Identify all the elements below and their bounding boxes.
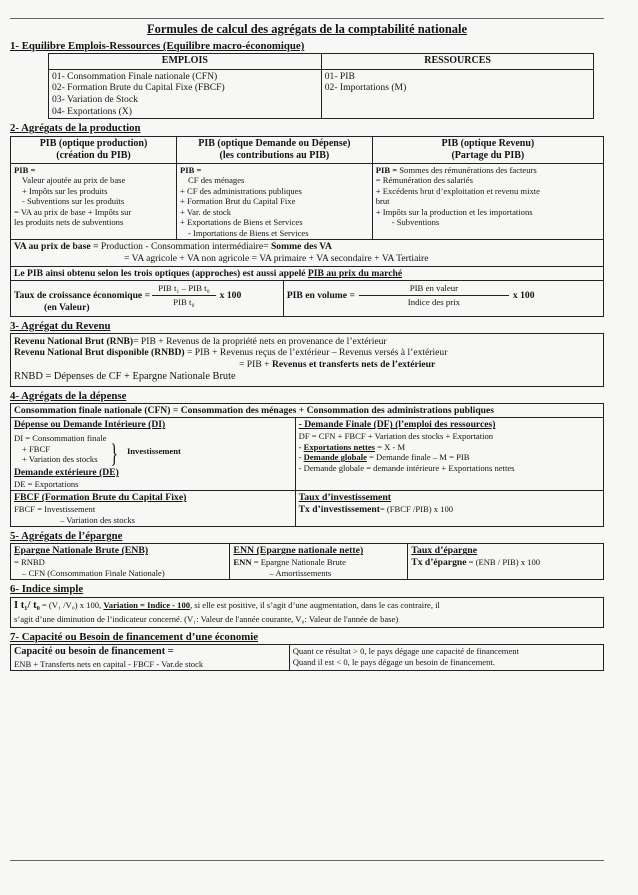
rnb-line [14, 336, 600, 348]
variation-label: Variation = Indice - 100 [103, 599, 191, 610]
dg-label: Demande globale [303, 452, 367, 463]
formula-line [376, 165, 600, 175]
section-1-heading: 1- Equilibre Emplois-Ressources (Equilibre macro-économique) [10, 40, 305, 53]
rnbd2-prefix: = PIB + [239, 359, 270, 371]
di-lines [14, 433, 106, 464]
growth-cell [11, 281, 604, 316]
de-title: Demande extérieure (DE) [14, 467, 119, 479]
formula-line: + Variation des stocks [22, 454, 98, 465]
emplois-header: EMPLOIS [49, 54, 322, 69]
capacite-result-line: Quant ce résultat > 0, le pays dégage une capacité de financement [292, 646, 519, 657]
formula-line: + Impôts sur la production et les importations [375, 206, 533, 217]
formula-line: Valeur ajoutée au prix de base [22, 175, 126, 186]
formula-line: DF = CFN + FBCF + Variation des stocks + Exportation [298, 431, 494, 442]
formula-line: = VA au prix de base + Impôts sur [14, 206, 132, 217]
capacite-result-line: Quand il est < 0, le pays dégage un besoin de financement. [292, 656, 495, 667]
formula-line: - Subventions [391, 217, 440, 228]
pib-optiques-table [10, 136, 604, 317]
rnbd-label: Revenu National Brut disponible (RNBD) [14, 347, 185, 359]
pib-volume-fraction [359, 283, 509, 307]
enb-cell [11, 544, 230, 580]
formula-line: – CFN (Consommation Finale Nationale) [22, 567, 165, 578]
fbcf-title: FBCF (Formation Brute du Capital Fixe) [14, 492, 187, 504]
formula-line: - Exportations nettes = X - M [298, 441, 406, 452]
xn-rest: = X - M [375, 441, 406, 452]
taux-investissement-cell [295, 491, 603, 527]
pib-revenu-header [372, 136, 603, 163]
pib-volume-formula [287, 283, 600, 307]
pib-note-underlined: PIB au prix du marché [307, 267, 403, 279]
header-line: (création du PIB) [56, 149, 131, 161]
rnb-label: Revenu National Brut (RNB) [14, 335, 134, 347]
section-5-heading: 5- Agrégats de l’épargne [10, 530, 123, 543]
ti-label: Tx d’investissement [298, 504, 380, 516]
formula-line: + CF des administrations publiques [180, 185, 302, 196]
growth-rate-label-block [14, 290, 150, 302]
rnb-formula: = PIB + Revenus de la propriété nets en provenance de l’extérieur [133, 335, 387, 347]
ressources-header: RESSOURCES [321, 54, 594, 69]
header-line: PIB (optique production) [39, 137, 148, 149]
di-cell [11, 418, 296, 491]
ti-rest: = (FBCF /PIB) x 100 [379, 504, 454, 515]
va-rest: Production - Consommation intermédiaire= [100, 241, 269, 253]
formula-line: FBCF = Investissement [14, 504, 96, 515]
right-brace-icon: } [110, 439, 119, 469]
header-line: (les contributions au PIB) [219, 149, 330, 161]
formula-line: - Subventions sur les produits [22, 196, 125, 207]
document-title: Formules de calcul des agrégats de la comptabilité nationale [146, 22, 468, 36]
va-label: VA au prix de base = [14, 241, 99, 253]
depense-table [10, 403, 604, 528]
capacite-formula: ENB + Transferts nets en capital - FBCF - Var.de stock [14, 658, 204, 669]
ressources-cell [321, 69, 594, 119]
pib-production-cell [11, 163, 177, 239]
indice-line-2: s’agit d’une diminution de l’indicateur concerné. (V₁: Valeur de l'année courante, V₀: Valeur de l'année de base) [14, 614, 399, 625]
emplois-item: 04- Exportations (X) [52, 105, 132, 117]
formula-line [411, 557, 600, 569]
bottom-rule [10, 860, 604, 861]
growth-rate-cell [11, 281, 283, 315]
capacite-cell [11, 645, 290, 671]
times-100: x 100 [219, 289, 242, 301]
fraction-numerator: PIB t₁ – PIB t₀ [152, 283, 216, 296]
formula-line: = Rémunération des salariés [375, 175, 473, 186]
epargne-table [10, 543, 604, 580]
formula-line: - Demande globale = Demande finale – M = PIB [298, 452, 470, 463]
capacite-title: Capacité ou besoin de financement = [14, 646, 174, 658]
pib-volume-label: PIB en volume = [286, 289, 355, 301]
rnbd-formula: = PIB + Revenus reçus de l’extérieur – Revenus versés à l’extérieur [184, 347, 448, 359]
emplois-item: 02- Formation Brute du Capital Fixe (FBCF) [52, 82, 225, 94]
pib-note-cell [11, 266, 604, 281]
fraction-denominator: PIB t₀ [173, 297, 195, 308]
ressources-item: 02- Importations (M) [324, 82, 407, 94]
indice-tail: , si elle est positive, il s’agit d’une augmentation, dans le cas contraire, il [190, 599, 440, 610]
indice-line [14, 600, 600, 613]
emplois-ressources-table [48, 53, 594, 119]
formula-text: Sommes des rémunérations des facteurs [399, 164, 537, 175]
formula-line: + Impôts sur les produits [22, 185, 108, 196]
section-3-heading: 3- Agrégat du Revenu [10, 319, 111, 332]
ressources-item: 01- PIB [324, 70, 355, 82]
emplois-cell [49, 69, 322, 119]
taux-epargne-cell [408, 544, 604, 580]
enb-title: Epargne Nationale Brute (ENB) [14, 545, 149, 557]
pib-eq: PIB = [180, 164, 202, 175]
formula-line: brut [375, 196, 390, 207]
section-7-heading: 7- Capacité ou Besoin de financement d’une économie [10, 630, 259, 643]
df-cell [295, 418, 603, 491]
fraction-numerator: PIB en valeur [359, 283, 509, 296]
formula-line: – Amortissements [269, 567, 332, 578]
pib-demande-cell [177, 163, 373, 239]
section-4-heading: 4- Agrégats de la dépense [10, 389, 127, 402]
growth-rate-fraction [152, 283, 216, 307]
enn-title: ENN (Epargne nationale nette) [233, 545, 364, 557]
fraction-denominator: Indice des prix [407, 297, 461, 308]
va-line-2: = VA agricole + VA non agricole = VA primaire + VA secondaire + VA Tertiaire [124, 253, 429, 265]
rnbd-line [14, 347, 600, 359]
di-title: Dépense ou Demande Intérieure (DI) [14, 419, 166, 431]
te-rest: = (ENB / PIB) x 100 [466, 557, 541, 568]
rnbd-line-3: RNBD = Dépenses de CF + Epargne Nationale Brute [14, 370, 236, 382]
growth-inner-table [11, 281, 603, 315]
pib-volume-cell [283, 281, 603, 315]
indice-label: I t₁/ t₀ [14, 599, 40, 611]
formula-line [299, 504, 600, 516]
document [10, 22, 604, 671]
pib-note-text: Le PIB ainsi obtenu selon les trois optiques (approches) est aussi appelé [14, 267, 306, 279]
te-label: Tx d’épargne [411, 557, 467, 569]
cfn-cell: Consommation finale nationale (CFN) = Consommation des ménages + Consommation des administrations publiques [11, 403, 604, 418]
fbcf-cell [11, 491, 296, 527]
header-line: PIB (optique Revenu) [441, 137, 535, 149]
formula-line: DI = Consommation finale [14, 433, 107, 444]
xn-label: Exportations nettes [303, 441, 376, 452]
formula-line: + FBCF [22, 443, 51, 454]
formula-line: DE = Exportations [14, 478, 79, 489]
ti-title: Taux d’investissement [298, 492, 392, 504]
dg-rest: = Demande finale – M = PIB [366, 452, 470, 463]
emplois-item: 01- Consommation Finale nationale (CFN) [52, 70, 218, 82]
formula-line: + Exportations de Biens et Services [180, 217, 303, 228]
capacite-result-cell [289, 645, 603, 671]
formula-line: + Formation Brut du Capital Fixe [180, 196, 296, 207]
va-line [14, 241, 600, 253]
formula-line: + Var. de stock [180, 206, 232, 217]
growth-rate-label: Taux de croissance économique = [14, 289, 151, 301]
va-cell [11, 240, 604, 266]
pib-production-header [11, 136, 177, 163]
indice-rest: = (V₁ /V₀) x 100, [39, 599, 104, 610]
pib-revenu-cell [372, 163, 603, 239]
rnbd2-bold: Revenus et transferts nets de l’extérieur [271, 359, 436, 371]
va-bold: Somme des VA [270, 241, 332, 253]
formula-line: = RNBD [14, 557, 45, 568]
growth-rate-sublabel: (en Valeur) [44, 301, 90, 313]
section-6-heading: 6- Indice simple [10, 583, 84, 596]
pib-demande-header [177, 136, 373, 163]
enn-cell [230, 544, 408, 580]
formula-line: les produits nets de subventions [14, 217, 124, 228]
te-title: Taux d’épargne [411, 545, 478, 557]
revenu-box [10, 333, 604, 387]
formula-line: CF des ménages [188, 175, 245, 186]
header-line: (Partage du PIB) [451, 149, 525, 161]
formula-line: + Excédents brut d’exploitation et revenu mixte [375, 185, 540, 196]
times-100: x 100 [512, 289, 535, 301]
df-title: - Demande Finale (DF) (l’emploi des ressources) [298, 419, 496, 431]
top-rule [10, 18, 604, 19]
formula-line: – Variation des stocks [60, 514, 136, 525]
investissement-label: Investissement [126, 445, 181, 456]
financement-table [10, 644, 604, 671]
di-block [14, 431, 292, 467]
indice-box [10, 597, 604, 628]
pib-eq: PIB = [14, 164, 36, 175]
emplois-item: 03- Variation de Stock [52, 94, 138, 106]
formula-line: ENN = Epargne Nationale Brute [233, 557, 346, 568]
section-2-heading: 2- Agrégats de la production [10, 122, 141, 135]
formula-line: - Demande globale = demande intérieure + Exportations nettes [298, 462, 515, 473]
formula-line: - Importations de Biens et Services [188, 227, 309, 238]
pib-eq: PIB = [375, 164, 398, 175]
header-line: PIB (optique Demande ou Dépense) [198, 137, 351, 149]
rnbd-line-2 [14, 359, 600, 371]
